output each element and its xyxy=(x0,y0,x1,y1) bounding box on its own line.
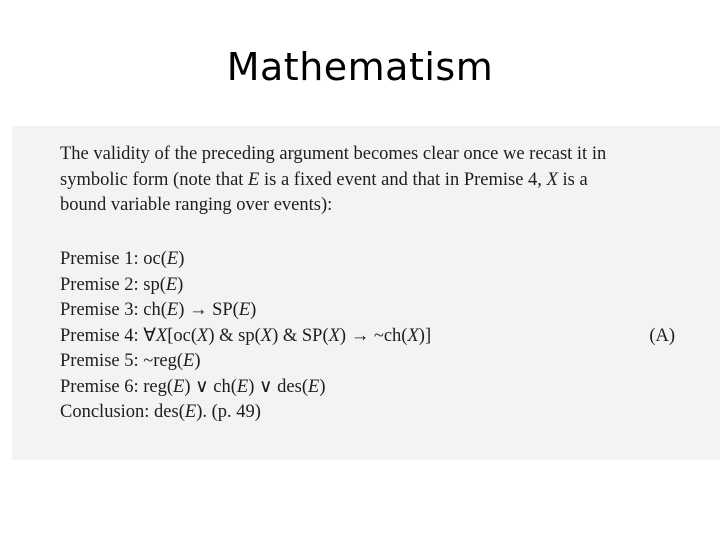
premise-2 xyxy=(60,273,675,299)
premise-list xyxy=(60,247,675,426)
variable: X xyxy=(155,325,168,346)
slide-title: Mathematism xyxy=(226,45,494,89)
book-excerpt-image xyxy=(12,126,720,460)
variable: X xyxy=(260,325,273,346)
premise-text: Premise 1: oc(E) xyxy=(60,249,185,269)
intro-line: symbolic form (note that E is a fixed event and that in Premise 4, X is a xyxy=(60,169,588,190)
conclusion-text: Conclusion: des(E). (p. 49) xyxy=(60,402,261,422)
intro-line: The validity of the preceding argument becomes clear once we recast it in xyxy=(60,144,607,164)
premise-5 xyxy=(60,349,675,375)
intro-paragraph xyxy=(60,142,680,219)
variable: E xyxy=(165,274,178,295)
premise-6 xyxy=(60,375,675,401)
variable: E xyxy=(248,169,260,190)
argument-label: (A) xyxy=(649,325,675,346)
premise-3 xyxy=(60,298,675,324)
variable: X xyxy=(197,325,209,346)
premise-text: Premise 6: reg(E) ∨ ch(E) ∨ des(E) xyxy=(60,376,326,397)
variable: X xyxy=(328,325,340,346)
variable: E xyxy=(166,300,179,320)
variable: E xyxy=(236,376,249,397)
conclusion xyxy=(60,400,675,426)
variable: E xyxy=(166,249,179,269)
premise-1 xyxy=(60,247,675,273)
variable: X xyxy=(546,169,558,190)
variable: E xyxy=(184,402,197,422)
variable: X xyxy=(407,325,419,346)
variable: E xyxy=(308,376,320,397)
variable: E xyxy=(238,300,251,320)
premise-text: Premise 5: ~reg(E) xyxy=(60,351,201,371)
premise-text: Premise 3: ch(E) → SP(E) xyxy=(60,300,257,320)
premise-text: Premise 2: sp(E) xyxy=(60,274,184,295)
variable: E xyxy=(173,376,185,397)
intro-line: bound variable ranging over events): xyxy=(60,195,333,215)
premise-text: Premise 4: ∀X[oc(X) & sp(X) & SP(X) → ~ch(X)] xyxy=(60,325,432,346)
premise-4 xyxy=(60,324,675,350)
variable: E xyxy=(183,351,195,371)
